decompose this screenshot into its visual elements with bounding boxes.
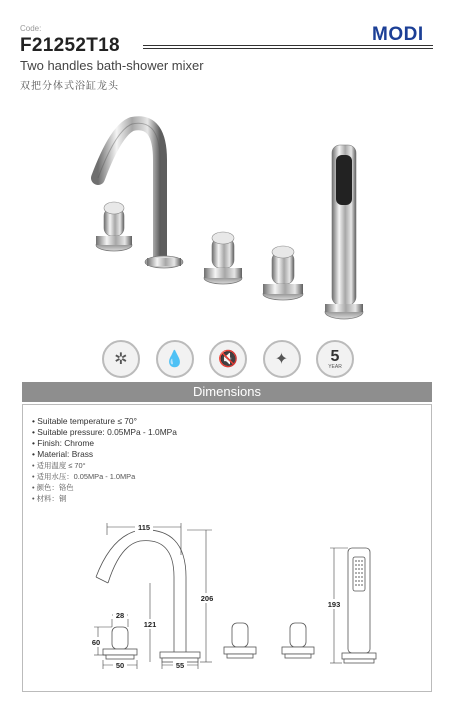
dim-handle-width: 28 [115, 611, 125, 620]
water-saving-icon: ✲ [102, 340, 140, 378]
spec-item: • Suitable temperature ≤ 70° [32, 416, 137, 426]
dim-shower-height: 193 [327, 600, 341, 609]
dim-spout-reach: 115 [137, 523, 151, 532]
noise-reduction-icon: 🔇 [209, 340, 247, 378]
easy-clean-icon: ✦ [263, 340, 301, 378]
dim-spout-outlet-height: 121 [143, 620, 157, 629]
spec-item-cn: • 适用温度 ≤ 70° [32, 461, 86, 470]
product-name-en: Two handles bath-shower mixer [20, 58, 204, 73]
spec-item: • Suitable pressure: 0.05MPa - 1.0MPa [32, 427, 177, 437]
technical-drawing [22, 515, 432, 690]
hand-shower-photo [325, 145, 363, 319]
product-photo [0, 100, 454, 340]
warranty-label: YEAR [328, 363, 342, 370]
warranty-number: 5 [330, 347, 340, 365]
dim-handle-base: 50 [115, 661, 125, 670]
spec-item: • Material: Brass [32, 449, 94, 459]
spec-item: • Finish: Chrome [32, 438, 95, 448]
dim-handle-height: 60 [91, 638, 101, 647]
spec-item-cn: • 适用水压：0.05MPa - 1.0MPa [32, 472, 136, 481]
product-code: F21252T18 [20, 35, 120, 56]
section-title: Dimensions [22, 382, 432, 402]
handle-photo-2 [204, 232, 242, 284]
handle-photo-1 [96, 202, 132, 251]
product-name-cn: 双把分体式浴缸龙头 [20, 81, 119, 92]
handle-photo-3 [263, 246, 303, 300]
spec-item-cn: • 颜色：铬色 [32, 483, 74, 492]
dim-spout-base: 55 [175, 661, 185, 670]
feature-icons [102, 340, 354, 382]
spec-item-cn: • 材料：铜 [32, 494, 67, 503]
anti-scald-icon: 💧 [156, 340, 194, 378]
warranty-5-year-icon [316, 340, 354, 378]
brand-logo: MODI [372, 24, 424, 45]
dim-spout-height: 206 [200, 594, 214, 603]
code-label: Code: [20, 24, 42, 33]
spec-list [32, 416, 177, 504]
